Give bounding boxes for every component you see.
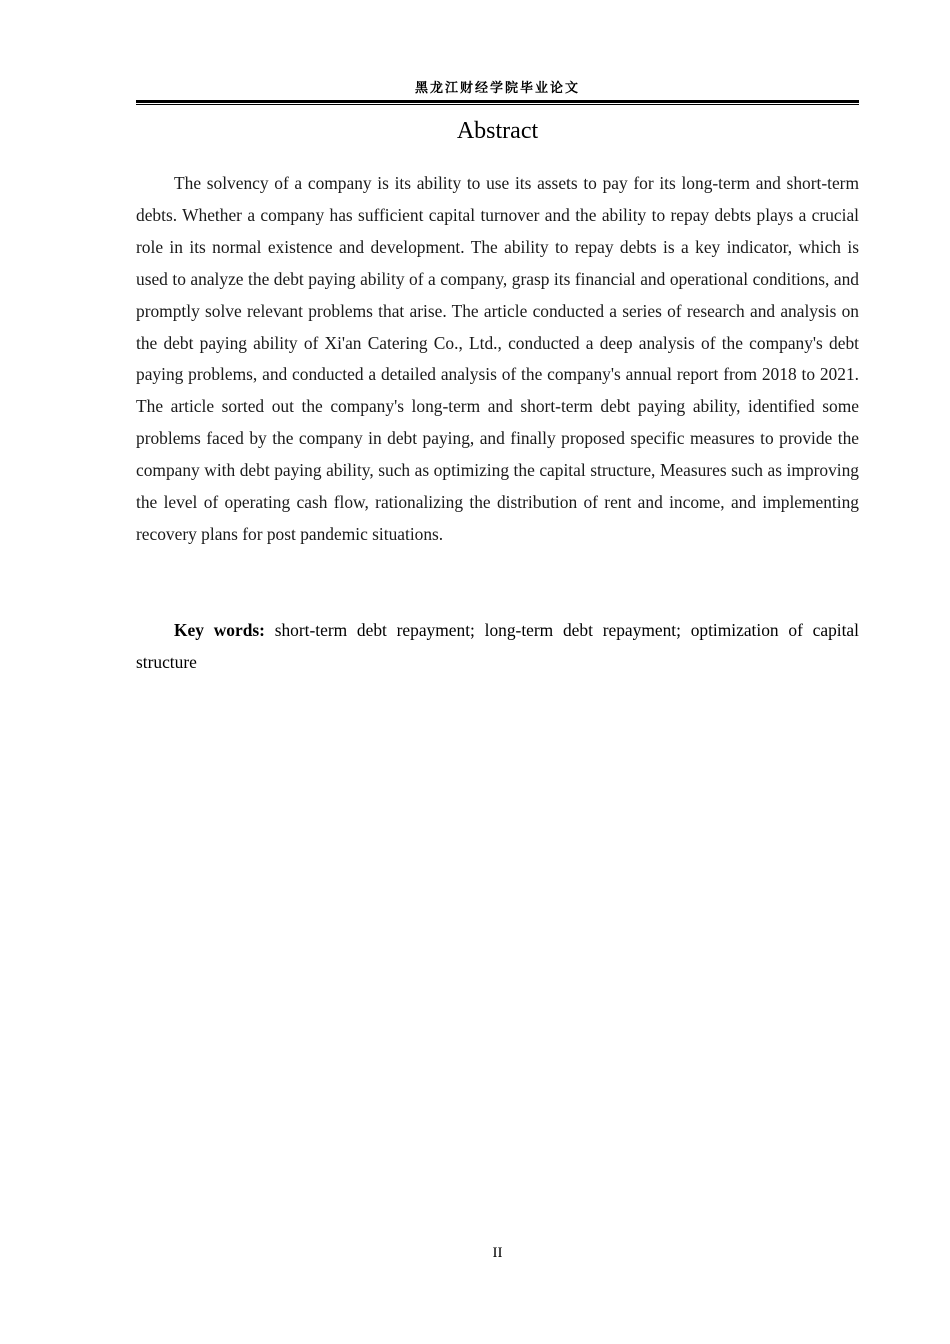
keywords-line (136, 615, 859, 679)
abstract-paragraph: The solvency of a company is its ability to use its assets to pay for its long-term and short-term debts. Whether a company has sufficient capital turnover and the ability to repay debts plays a crucial role in its normal existence and development. The ability to repay debts is a key indicator, which is used to analyze the debt paying ability of a company, grasp its financial and operational conditions, and promptly solve relevant problems that arise. The article conducted a series of research and analysis on the debt paying ability of Xi'an Catering Co., Ltd., conducted a deep analysis of the company's debt paying problems, and conducted a detailed analysis of the company's annual report from 2018 to 2021. The article sorted out the company's long-term and short-term debt paying ability, identified some problems faced by the company in debt paying, and finally proposed specific measures to provide the company with debt paying ability, such as optimizing the capital structure, Measures such as improving the level of operating cash flow, rationalizing the distribution of rent and income, and implementing recovery plans for post pandemic situations. (136, 173, 859, 544)
keywords-text: short-term debt repayment; long-term debt repayment; optimization of capital structure (136, 620, 859, 672)
page-number: II (492, 1245, 503, 1261)
abstract-body (136, 168, 859, 551)
keywords-label: Key words: (174, 620, 265, 640)
abstract-title: Abstract (456, 118, 539, 144)
header-double-rule (136, 100, 859, 105)
running-header: 黑龙江财经学院毕业论文 (414, 81, 580, 96)
